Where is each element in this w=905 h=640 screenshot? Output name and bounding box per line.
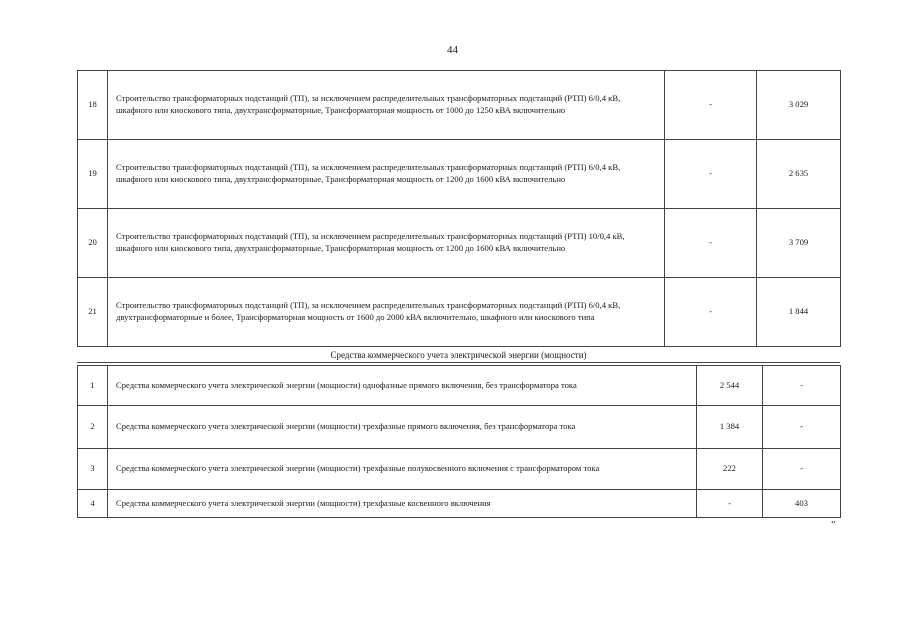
row-value-col2: 3 709 [757,209,841,278]
row-number: 19 [78,140,108,209]
row-description: Строительство трансформаторных подстанций (ТП), за исключением распределительных трансформаторных подстанций (РТП) 6/0,4 кВ, шкафного или киоскового типа, двухтрансформаторные, Трансформаторная мощность от 1000 до 1250 кВА включительно [108,71,665,140]
row-description: Строительство трансформаторных подстанций (ТП), за исключением распределительных трансформаторных подстанций (РТП) 6/0,4 кВ, двухтрансформаторные и более, Трансформаторная мощность от 1600 до 2000 кВА включительно, шкафного или киоскового типа [108,278,665,347]
row-number: 21 [78,278,108,347]
row-number: 20 [78,209,108,278]
row-value-col1: 2 544 [697,366,763,406]
table-row [78,71,841,140]
row-value-col1: - [665,140,757,209]
table-row [78,490,841,518]
transformer-substations-table [77,70,841,347]
row-number: 3 [78,449,108,490]
table-row [78,406,841,449]
row-number: 18 [78,71,108,140]
closing-quote-mark: " [831,519,836,531]
row-number: 2 [78,406,108,449]
table-row [78,449,841,490]
page-number: 44 [447,44,458,56]
row-number: 1 [78,366,108,406]
metering-devices-table [77,365,841,518]
row-value-col2: 3 029 [757,71,841,140]
row-value-col2: 2 635 [757,140,841,209]
table-row [78,366,841,406]
row-value-col2: 403 [763,490,841,518]
row-value-col2: - [763,366,841,406]
row-description: Строительство трансформаторных подстанций (ТП), за исключением распределительных трансформаторных подстанций (РТП) 10/0,4 кВ, шкафного или киоскового типа, двухтрансформаторные, Трансформаторная мощность от 1200 до 1600 кВА включительно [108,209,665,278]
row-value-col1: 1 384 [697,406,763,449]
row-value-col1: - [697,490,763,518]
row-description: Средства коммерческого учета электрической энергии (мощности) трехфазные полукосвенного включения с трансформатором тока [108,449,697,490]
row-description: Строительство трансформаторных подстанций (ТП), за исключением распределительных трансформаторных подстанций (РТП) 6/0,4 кВ, шкафного или киоскового типа, двухтрансформаторные, Трансформаторная мощность от 1200 до 1600 кВА включительно [108,140,665,209]
row-value-col1: - [665,209,757,278]
row-value-col1: 222 [697,449,763,490]
row-description: Средства коммерческого учета электрической энергии (мощности) однофазные прямого включения, без трансформатора тока [108,366,697,406]
row-description: Средства коммерческого учета электрической энергии (мощности) трехфазные косвенного включения [108,490,697,518]
row-value-col2: - [763,406,841,449]
row-value-col2: 1 844 [757,278,841,347]
table-row [78,140,841,209]
table-row [78,209,841,278]
section-divider [77,362,840,363]
row-value-col1: - [665,278,757,347]
row-value-col1: - [665,71,757,140]
row-description: Средства коммерческого учета электрической энергии (мощности) трехфазные прямого включения, без трансформатора тока [108,406,697,449]
row-value-col2: - [763,449,841,490]
table-row [78,278,841,347]
section-title: Средства коммерческого учета электрической энергии (мощности) [330,350,587,360]
row-number: 4 [78,490,108,518]
